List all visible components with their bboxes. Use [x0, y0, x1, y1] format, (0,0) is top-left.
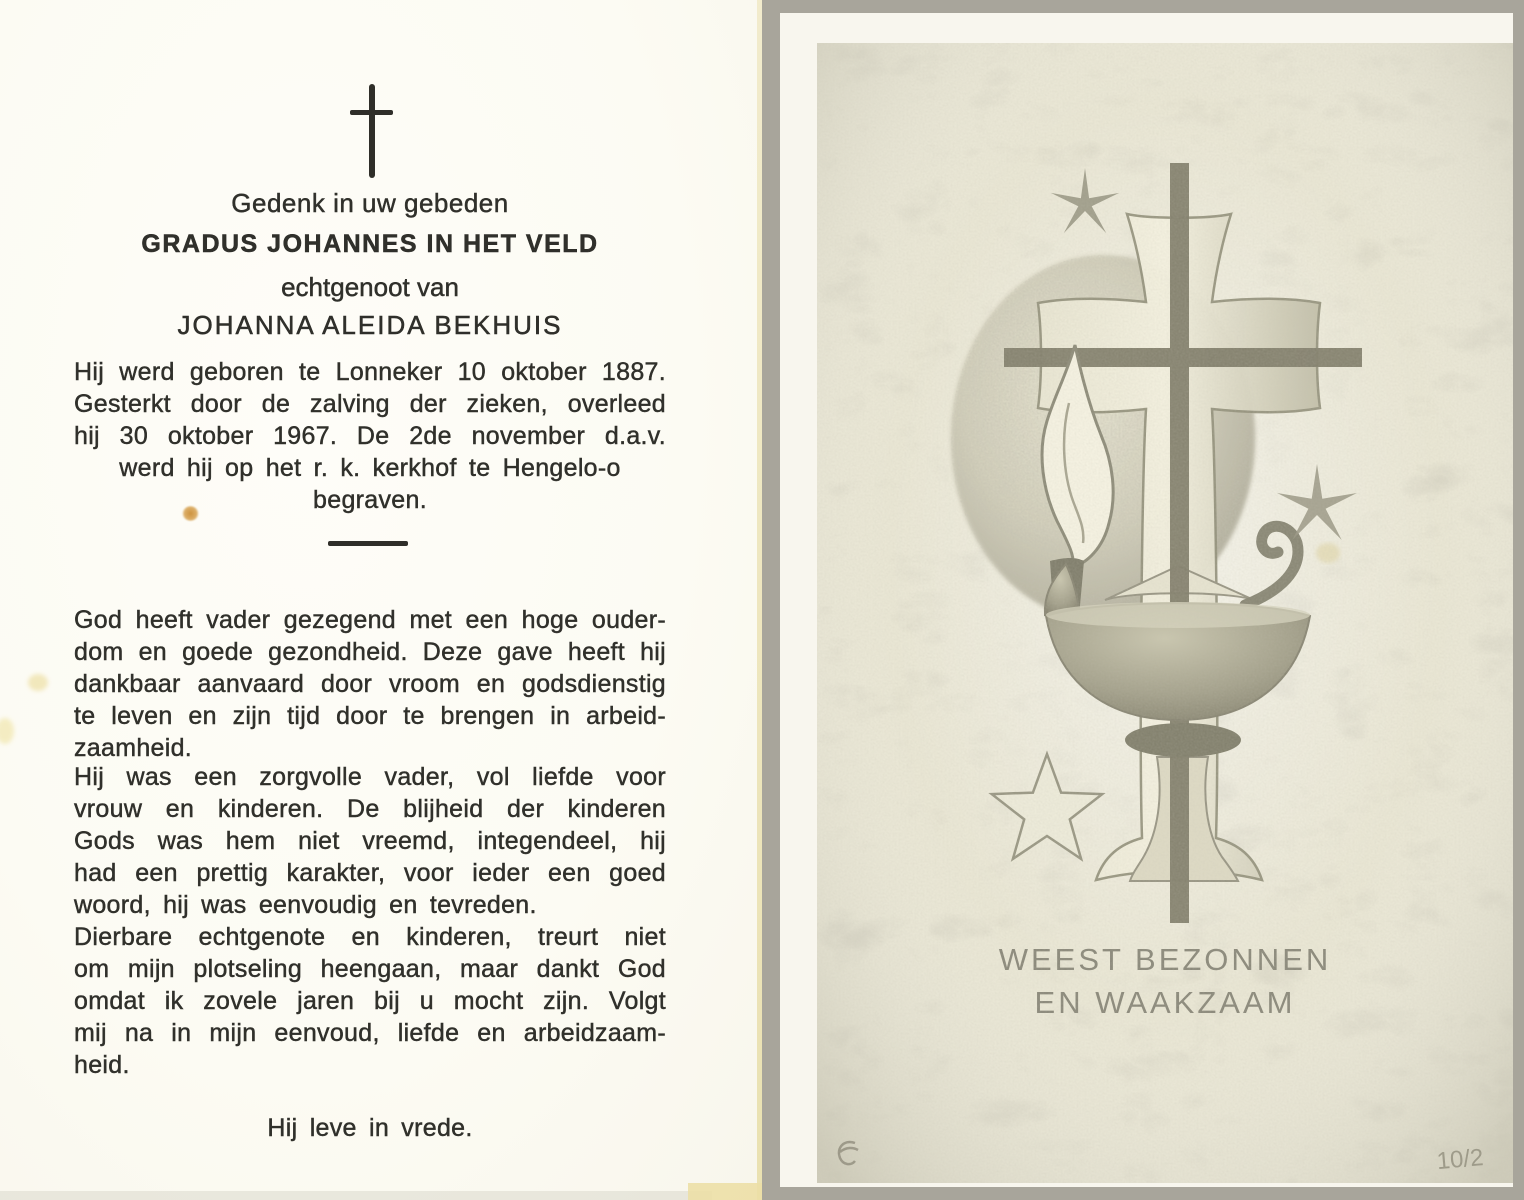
spouse-name: JOHANNA ALEIDA BEKHUIS [177, 310, 563, 340]
paragraph-line: vrouw en kinderen. De blijheid der kinderen [74, 795, 666, 823]
paragraph-line: omdat ik zovele jaren bij u mocht zijn. Volgt [74, 987, 666, 1015]
right-card [762, 0, 1524, 1200]
paragraph-line: om mijn plotseling heengaan, maar dankt God [74, 955, 666, 983]
motto-line-1: WEEST BEZONNEN [998, 942, 1332, 977]
divider-rule [328, 541, 408, 546]
paragraph-birth-death [74, 356, 666, 516]
closing-line: Hij leve in vrede. [267, 1114, 473, 1142]
paragraph-line: Gods was hem niet vreemd, integendeel, hij [74, 827, 666, 855]
paragraph-line: werd hij op het r. k. kerkhof te Hengelo-o [119, 454, 621, 482]
paragraph-blessing [74, 604, 666, 764]
paragraph-line: mij na in mijn eenvoud, liefde en arbeidzaam- [74, 1019, 666, 1047]
paragraph-line: hij 30 oktober 1967. De 2de november d.a.v. [74, 422, 666, 450]
paragraph-line: Dierbare echtgenote en kinderen, treurt niet [74, 923, 666, 951]
memorial-illustration [817, 43, 1513, 1183]
plate-number: 10/2 [1435, 1144, 1485, 1176]
paragraph-line: dankbaar aanvaard door vroom en godsdienstig [74, 670, 666, 698]
paragraph-farewell [74, 921, 666, 1081]
paragraph-line: heid. [74, 1051, 130, 1079]
memorial-cross-icon [369, 84, 375, 178]
page-edge [688, 1183, 762, 1200]
paragraph-line: te leven en zijn tijd door te brengen in arbeid- [74, 702, 666, 730]
paragraph-line: begraven. [313, 486, 427, 514]
stain-mark [0, 718, 14, 744]
paper-grain-overlay [817, 43, 1513, 1183]
paragraph-line: Hij werd geboren te Lonneker 10 oktober 1887. [74, 358, 666, 386]
paragraph-father [74, 761, 666, 921]
paragraph-line: Gesterkt door de zalving der zieken, overleed [74, 390, 666, 418]
memorial-cross-icon [350, 110, 393, 115]
illustration-panel [817, 43, 1513, 1183]
paragraph-line: zaamheid. [74, 734, 193, 762]
paragraph-line: God heeft vader gezegend met een hoge ouder- [74, 606, 666, 634]
relation-line: echtgenoot van [281, 272, 459, 302]
scanner-shadow [0, 1191, 712, 1200]
motto-line-2: EN WAAKZAAM [1034, 985, 1296, 1020]
intro-line: Gedenk in uw gebeden [231, 188, 509, 218]
paragraph-line: had een prettig karakter, voor ieder een goed [74, 859, 666, 887]
card-white-frame [780, 13, 1513, 1187]
deceased-name: GRADUS JOHANNES IN HET VELD [141, 230, 599, 258]
stain-mark [28, 674, 48, 691]
paragraph-line: Hij was een zorgvolle vader, vol liefde voor [74, 763, 666, 791]
paragraph-line: dom en goede gezondheid. Deze gave heeft hij [74, 638, 666, 666]
paragraph-line: woord, hij was eenvoudig en tevreden. [74, 891, 537, 919]
